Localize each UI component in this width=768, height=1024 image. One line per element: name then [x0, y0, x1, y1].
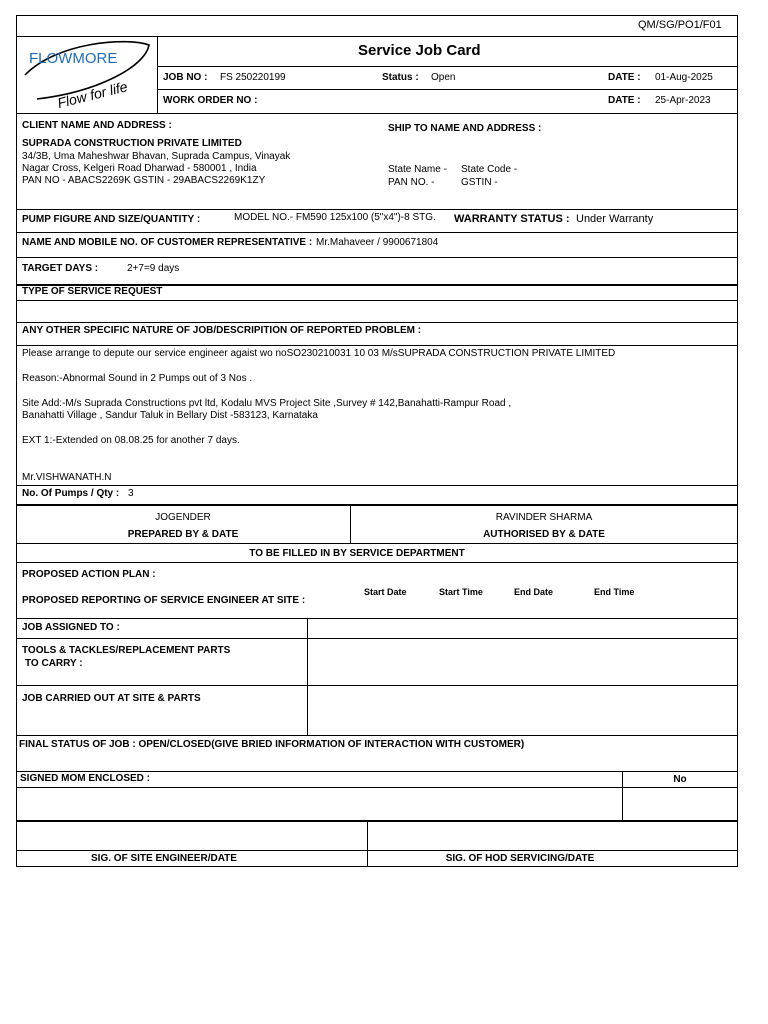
date-label: DATE :	[608, 72, 641, 83]
tools-label: TOOLS & TACKLES/REPLACEMENT PARTS	[22, 645, 231, 656]
divider	[16, 787, 738, 788]
action-plan-label: PROPOSED ACTION PLAN :	[22, 569, 156, 580]
flowmore-logo-icon	[17, 37, 157, 112]
wo-date-label: DATE :	[608, 95, 641, 106]
ship-pan: PAN NO. -	[388, 177, 435, 188]
problem-label: ANY OTHER SPECIFIC NATURE OF JOB/DESCRIPITION OF REPORTED PROBLEM :	[22, 325, 422, 336]
date-value: 01-Aug-2025	[655, 72, 713, 83]
ship-state-name: State Name -	[388, 164, 447, 175]
authorised-by-name: RAVINDER SHARMA	[495, 512, 593, 523]
client-address-line: 34/3B, Uma Maheshwar Bhavan, Suprada Campus, Vinayak	[22, 151, 291, 162]
status-label: Status :	[382, 72, 419, 83]
pump-label: PUMP FIGURE AND SIZE/QUANTITY :	[22, 214, 201, 225]
job-no-label: JOB NO :	[163, 72, 208, 83]
client-address-line: Nagar Cross, Kelgeri Road Dharwad - 580001 , India	[22, 163, 257, 174]
status-value: Open	[431, 72, 456, 83]
problem-line: EXT 1:-Extended on 08.08.25 for another 7 days.	[22, 435, 240, 446]
divider	[16, 209, 738, 210]
problem-line: Banahatti Village , Sandur Taluk in Bellary Dist -583123, Karnataka	[22, 410, 318, 421]
divider	[16, 685, 738, 686]
target-days-value: 2+7=9 days	[127, 263, 180, 274]
divider	[16, 771, 738, 772]
company-logo	[17, 37, 157, 112]
job-carried-label: JOB CARRIED OUT AT SITE & PARTS	[22, 693, 201, 704]
pumps-qty-value: 3	[128, 488, 134, 499]
divider	[16, 562, 738, 563]
pumps-qty-label: No. Of Pumps / Qty :	[22, 488, 120, 499]
divider	[16, 322, 738, 323]
divider	[157, 36, 158, 113]
warranty-label: WARRANTY STATUS :	[454, 213, 570, 225]
divider	[16, 345, 738, 346]
divider	[16, 300, 738, 301]
end-date-label: End Date	[514, 587, 554, 597]
job-assigned-label: JOB ASSIGNED TO :	[22, 622, 120, 633]
service-dept-heading: TO BE FILLED IN BY SERVICE DEPARTMENT	[249, 548, 465, 559]
job-no-value: FS 250220199	[220, 72, 286, 83]
divider	[16, 820, 738, 822]
service-type-label: TYPE OF SERVICE REQUEST	[22, 286, 163, 297]
representative-label: NAME AND MOBILE NO. OF CUSTOMER REPRESENTATIVE :	[22, 237, 313, 248]
end-time-label: End Time	[594, 587, 635, 597]
ship-label: SHIP TO NAME AND ADDRESS :	[388, 123, 542, 134]
logo-wordmark: FLOWMORE	[29, 50, 118, 67]
authorised-by-label: AUTHORISED BY & DATE	[483, 529, 605, 540]
ship-gstin: GSTIN -	[461, 177, 498, 188]
hod-signature-label: SIG. OF HOD SERVICING/DATE	[445, 853, 595, 864]
start-time-label: Start Time	[439, 587, 483, 597]
client-pan-gstin: PAN NO - ABACS2269K GSTIN - 29ABACS2269K1ZY	[22, 175, 266, 186]
final-status-label: FINAL STATUS OF JOB : OPEN/CLOSED(GIVE BRIED INFORMATION OF INTERACTION WITH CUSTOMER)	[19, 739, 525, 750]
doc-reference: QM/SG/PO1/F01	[638, 19, 722, 31]
divider	[16, 504, 738, 506]
divider	[157, 66, 738, 67]
prepared-by-label: PREPARED BY & DATE	[127, 529, 239, 540]
divider	[157, 89, 738, 90]
work-order-label: WORK ORDER NO :	[163, 95, 258, 106]
problem-line: Mr.VISHWANATH.N	[22, 472, 112, 483]
problem-line: Reason:-Abnormal Sound in 2 Pumps out of 3 Nos .	[22, 373, 253, 384]
divider	[16, 232, 738, 233]
divider	[16, 485, 738, 486]
warranty-value: Under Warranty	[576, 213, 654, 225]
divider	[16, 735, 738, 736]
site-engineer-signature-label: SIG. OF SITE ENGINEER/DATE	[91, 853, 237, 864]
mom-label: SIGNED MOM ENCLOSED :	[20, 773, 151, 784]
mom-value: No	[673, 774, 687, 785]
divider	[16, 618, 738, 619]
divider	[16, 113, 738, 114]
reporting-label: PROPOSED REPORTING OF SERVICE ENGINEER AT SITE :	[22, 595, 306, 606]
divider	[16, 850, 738, 851]
problem-line: Site Add:-M/s Suprada Constructions pvt ltd, Kodalu MVS Project Site ,Survey # 142,Banahatti-Rampur Road ,	[22, 398, 512, 409]
divider	[16, 638, 738, 639]
start-date-label: Start Date	[364, 587, 407, 597]
client-name: SUPRADA CONSTRUCTION PRIVATE LIMITED	[22, 138, 242, 149]
pump-model: MODEL NO.- FM590 125x100 (5"x4")-8 STG.	[234, 212, 436, 223]
logo-tagline: Flow for life	[55, 78, 130, 112]
page-title: Service Job Card	[358, 42, 481, 59]
client-label: CLIENT NAME AND ADDRESS :	[22, 120, 172, 131]
divider	[16, 543, 738, 544]
divider	[16, 257, 738, 258]
problem-line: Please arrange to depute our service engineer agaist wo noSO230210031 10 03 M/sSUPRADA CONSTRUCTION PRIVATE LIMITED	[22, 348, 616, 359]
tools-label-cont: TO CARRY :	[25, 658, 83, 669]
ship-state-code: State Code -	[461, 164, 518, 175]
target-days-label: TARGET DAYS :	[22, 263, 99, 274]
prepared-by-name: JOGENDER	[155, 512, 211, 523]
wo-date-value: 25-Apr-2023	[655, 95, 711, 106]
representative-value: Mr.Mahaveer / 9900671804	[316, 237, 439, 248]
divider	[307, 618, 308, 735]
